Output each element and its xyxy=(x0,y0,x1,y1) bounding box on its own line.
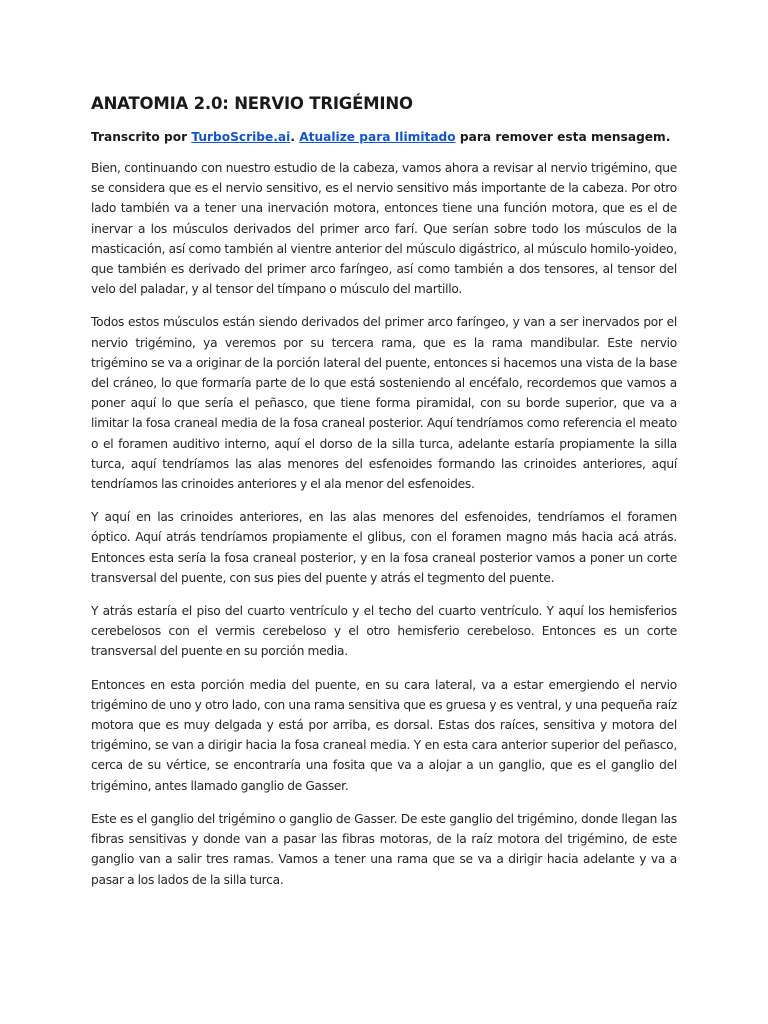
paragraph-4: Y atrás estaría el piso del cuarto ventrículo y el techo del cuarto ventrículo. Y aquí los hemisferios cerebelosos con el vermis cerebeloso y el otro hemisferio cerebeloso. Entonces es un corte transversal del puente en su porción media. xyxy=(91,604,677,659)
turboscribe-link[interactable]: TurboScribe.ai xyxy=(191,130,291,144)
notice-suffix: para remover esta mensagem. xyxy=(455,130,671,144)
document-title: ANATOMIA 2.0: NERVIO TRIGÉMINO xyxy=(91,94,413,113)
paragraph-1: Bien, continuando con nuestro estudio de la cabeza, vamos ahora a revisar al nervio trigémino, que se considera que es el nervio sensitivo, es el nervio sensitivo más importante de la cabeza. Por otro lado también va a tener una inervación motora, entonces tiene una función motora, que es el de inervar a los músculos derivados del primer arco farí. Que serían sobre todo los músculos de la masticación, así como también al vientre anterior del músculo digástrico, al músculo homilo-yoideo, que también es derivado del primer arco faríngeo, así como también a dos tensores, al tensor del velo del paladar, y al tensor del tímpano o músculo del martillo. xyxy=(91,161,677,297)
upgrade-link[interactable]: Atualize para Ilimitado xyxy=(299,130,456,144)
transcription-notice xyxy=(91,128,677,146)
notice-separator: . xyxy=(290,130,300,144)
document-page xyxy=(91,94,677,903)
paragraph-5: Entonces en esta porción media del puente, en su cara lateral, va a estar emergiendo el nervio trigémino de uno y otro lado, con una rama sensitiva que es gruesa y es ventral, y una pequeña raíz motora que es muy delgada y está por arriba, es dorsal. Estas dos raíces, sensitiva y motora del trigémino, se van a dirigir hacia la fosa craneal media. Y en esta cara anterior superior del peñasco, cerca de su vértice, se encontraría una fosita que va a alojar a un ganglio, que es el ganglio del trigémino, antes llamado ganglio de Gasser. xyxy=(91,677,677,793)
paragraph-6: Este es el ganglio del trigémino o ganglio de Gasser. De este ganglio del trigémino, donde llegan las fibras sensitivas y donde van a pasar las fibras motoras, de la raíz motora del trigémino, de este ganglio van a salir tres ramas. Vamos a tener una rama que se va a dirigir hacia adelante y va a pasar a los lados de la silla turca. xyxy=(91,811,677,887)
paragraph-3: Y aquí en las crinoides anteriores, en las alas menores del esfenoides, tendríamos el foramen óptico. Aquí atrás tendríamos propiamente el glibus, con el foramen magno más hacia acá atrás. Entonces esta sería la fosa craneal posterior, y en la fosa craneal posterior vamos a poner un corte transversal del puente, con sus pies del puente y atrás el tegmento del puente. xyxy=(91,510,677,585)
notice-prefix: Transcrito por xyxy=(91,130,192,144)
paragraph-2: Todos estos músculos están siendo derivados del primer arco faríngeo, y van a ser inervados por el nervio trigémino, ya veremos por su tercera rama, que es la rama mandibular. Este nervio trigémino se va a originar de la porción lateral del puente, entonces si hacemos una vista de la base del cráneo, lo que formaría parte de lo que está sosteniendo al encéfalo, recordemos que vamos a poner aquí lo que sería el peñasco, que tiene forma piramidal, con su borde superior, que va a limitar la fosa craneal media de la fosa craneal posterior. Aquí tendríamos como referencia el meato o el foramen auditivo interno, aquí el dorso de la silla turca, adelante estaría propiamente la silla turca, aquí tendríamos las alas menores del esfenoides formando las crinoides anteriores, aquí tendríamos las crinoides anteriores y el ala menor del esfenoides. xyxy=(91,315,677,492)
